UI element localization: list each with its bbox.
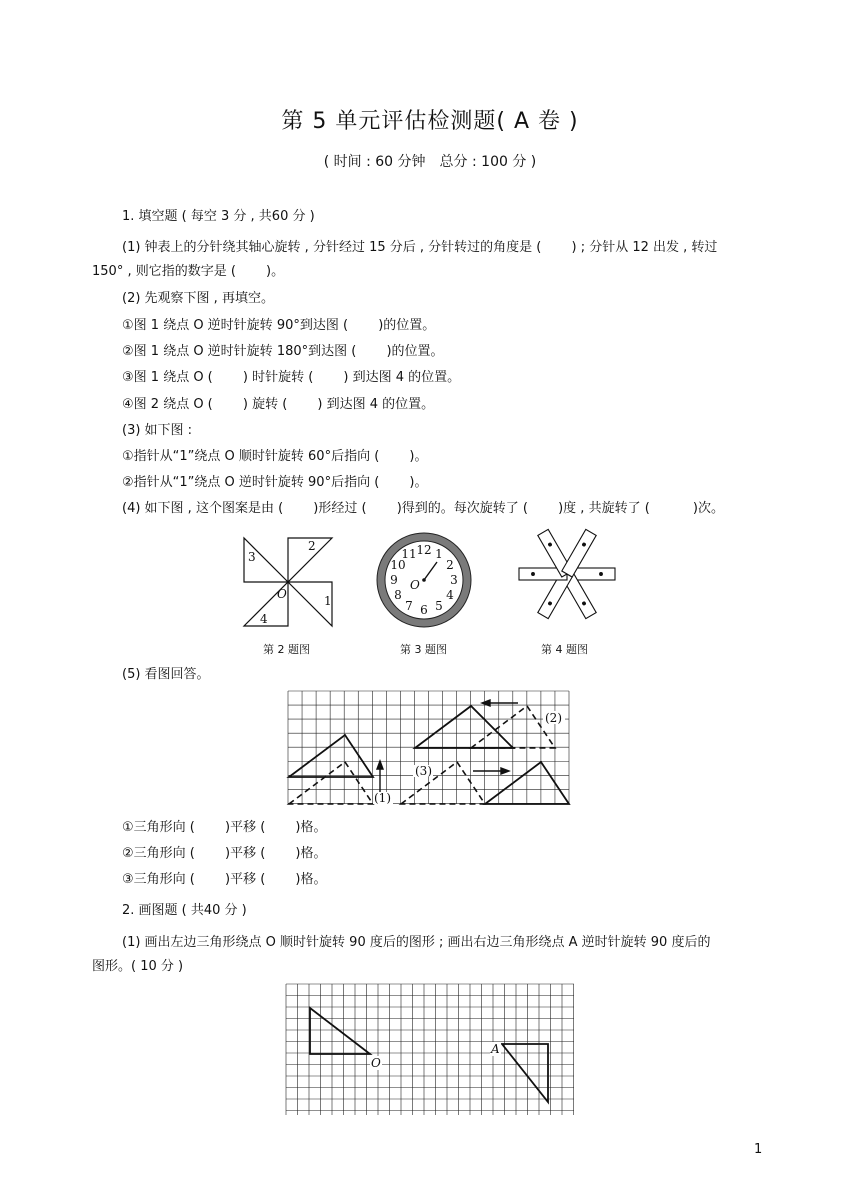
clock-number: 3 bbox=[450, 573, 458, 587]
question-2-1-line2: 图形。( 10 分 ) bbox=[92, 959, 184, 974]
clock-number: 5 bbox=[435, 599, 443, 613]
point-a-label: A bbox=[491, 1042, 500, 1056]
pinwheel-figure bbox=[240, 534, 336, 630]
section1-heading: 1. 填空题 ( 每空 3 分 , 共60 分 ) bbox=[122, 209, 315, 224]
grid-label-3: (3) bbox=[415, 764, 432, 778]
question-2-1-line1: (1) 画出左边三角形绕点 O 顺时针旋转 90 度后的图形 ; 画出右边三角形绕点 A 逆时针旋转 90 度后的 bbox=[122, 935, 711, 950]
question-1-4: (4) 如下图 , 这个图案是由 ( )形经过 ( )得到的。每次旋转了 ( )度 , 共旋转了 ( )次。 bbox=[122, 501, 724, 516]
clock-number: 2 bbox=[446, 558, 454, 572]
grid-label-1: (1) bbox=[374, 791, 391, 805]
pinwheel-label-1: 1 bbox=[324, 594, 332, 608]
right-triangle bbox=[502, 1044, 548, 1102]
triangle-left-solid bbox=[289, 735, 373, 777]
figure-caption-2: 第 2 题图 bbox=[263, 643, 310, 656]
clock-number: 4 bbox=[446, 588, 454, 602]
pinwheel-label-o: O bbox=[277, 587, 287, 601]
page-title: 第 5 单元评估检测题( A 卷 ) bbox=[281, 109, 579, 134]
point-o-label: O bbox=[371, 1056, 381, 1070]
drawing-grid-figure bbox=[286, 984, 574, 1116]
question-1-1-line2: 150° , 则它指的数字是 ( )。 bbox=[92, 264, 285, 279]
question-1-5-c: ③三角形向 ( )平移 ( )格。 bbox=[122, 872, 327, 887]
clock-number: 8 bbox=[394, 588, 402, 602]
clock-figure bbox=[374, 530, 474, 630]
question-1-3-b: ②指针从“1”绕点 O 逆时针旋转 90°后指向 ( )。 bbox=[122, 475, 428, 490]
figure-caption-4: 第 4 题图 bbox=[541, 643, 588, 656]
clock-number: 11 bbox=[401, 547, 417, 561]
page-subtitle: ( 时间 : 60 分钟 总分 : 100 分 ) bbox=[323, 154, 537, 170]
question-1-3-a: ①指针从“1”绕点 O 顺时针旋转 60°后指向 ( )。 bbox=[122, 449, 428, 464]
question-1-1-line1: (1) 钟表上的分针绕其轴心旋转 , 分针经过 15 分后 , 分针转过的角度是 ( ) ; 分针从 12 出发 , 转过 bbox=[122, 240, 718, 255]
question-1-3-heading: (3) 如下图 : bbox=[122, 423, 193, 438]
question-1-2-a: ①图 1 绕点 O 逆时针旋转 90°到达图 ( )的位置。 bbox=[122, 318, 436, 333]
rotated-rectangles-figure bbox=[510, 524, 620, 634]
left-triangle bbox=[310, 1008, 370, 1054]
figure-caption-3: 第 3 题图 bbox=[400, 643, 447, 656]
question-1-2-d: ④图 2 绕点 O ( ) 旋转 ( ) 到达图 4 的位置。 bbox=[122, 397, 435, 412]
translation-grid-figure bbox=[288, 691, 572, 805]
clock-center-label: O bbox=[410, 578, 420, 592]
page-number: 1 bbox=[754, 1142, 763, 1157]
clock-number: 10 bbox=[390, 558, 406, 572]
question-1-5-heading: (5) 看图回答。 bbox=[122, 667, 210, 682]
clock-number: 9 bbox=[390, 573, 398, 587]
clock-number: 12 bbox=[416, 543, 432, 557]
question-1-2-heading: (2) 先观察下图 , 再填空。 bbox=[122, 291, 274, 306]
pinwheel-label-2: 2 bbox=[308, 539, 316, 553]
pinwheel-label-3: 3 bbox=[248, 550, 256, 564]
clock-number: 6 bbox=[420, 603, 428, 617]
question-1-5-a: ①三角形向 ( )平移 ( )格。 bbox=[122, 820, 327, 835]
section2-heading: 2. 画图题 ( 共40 分 ) bbox=[122, 903, 247, 918]
question-1-2-c: ③图 1 绕点 O ( ) 时针旋转 ( ) 到达图 4 的位置。 bbox=[122, 370, 461, 385]
clock-number: 7 bbox=[405, 599, 413, 613]
grid-label-2: (2) bbox=[545, 711, 562, 725]
question-1-2-b: ②图 1 绕点 O 逆时针旋转 180°到达图 ( )的位置。 bbox=[122, 344, 444, 359]
question-1-5-b: ②三角形向 ( )平移 ( )格。 bbox=[122, 846, 327, 861]
clock-number: 1 bbox=[435, 547, 443, 561]
pinwheel-label-4: 4 bbox=[260, 612, 268, 626]
